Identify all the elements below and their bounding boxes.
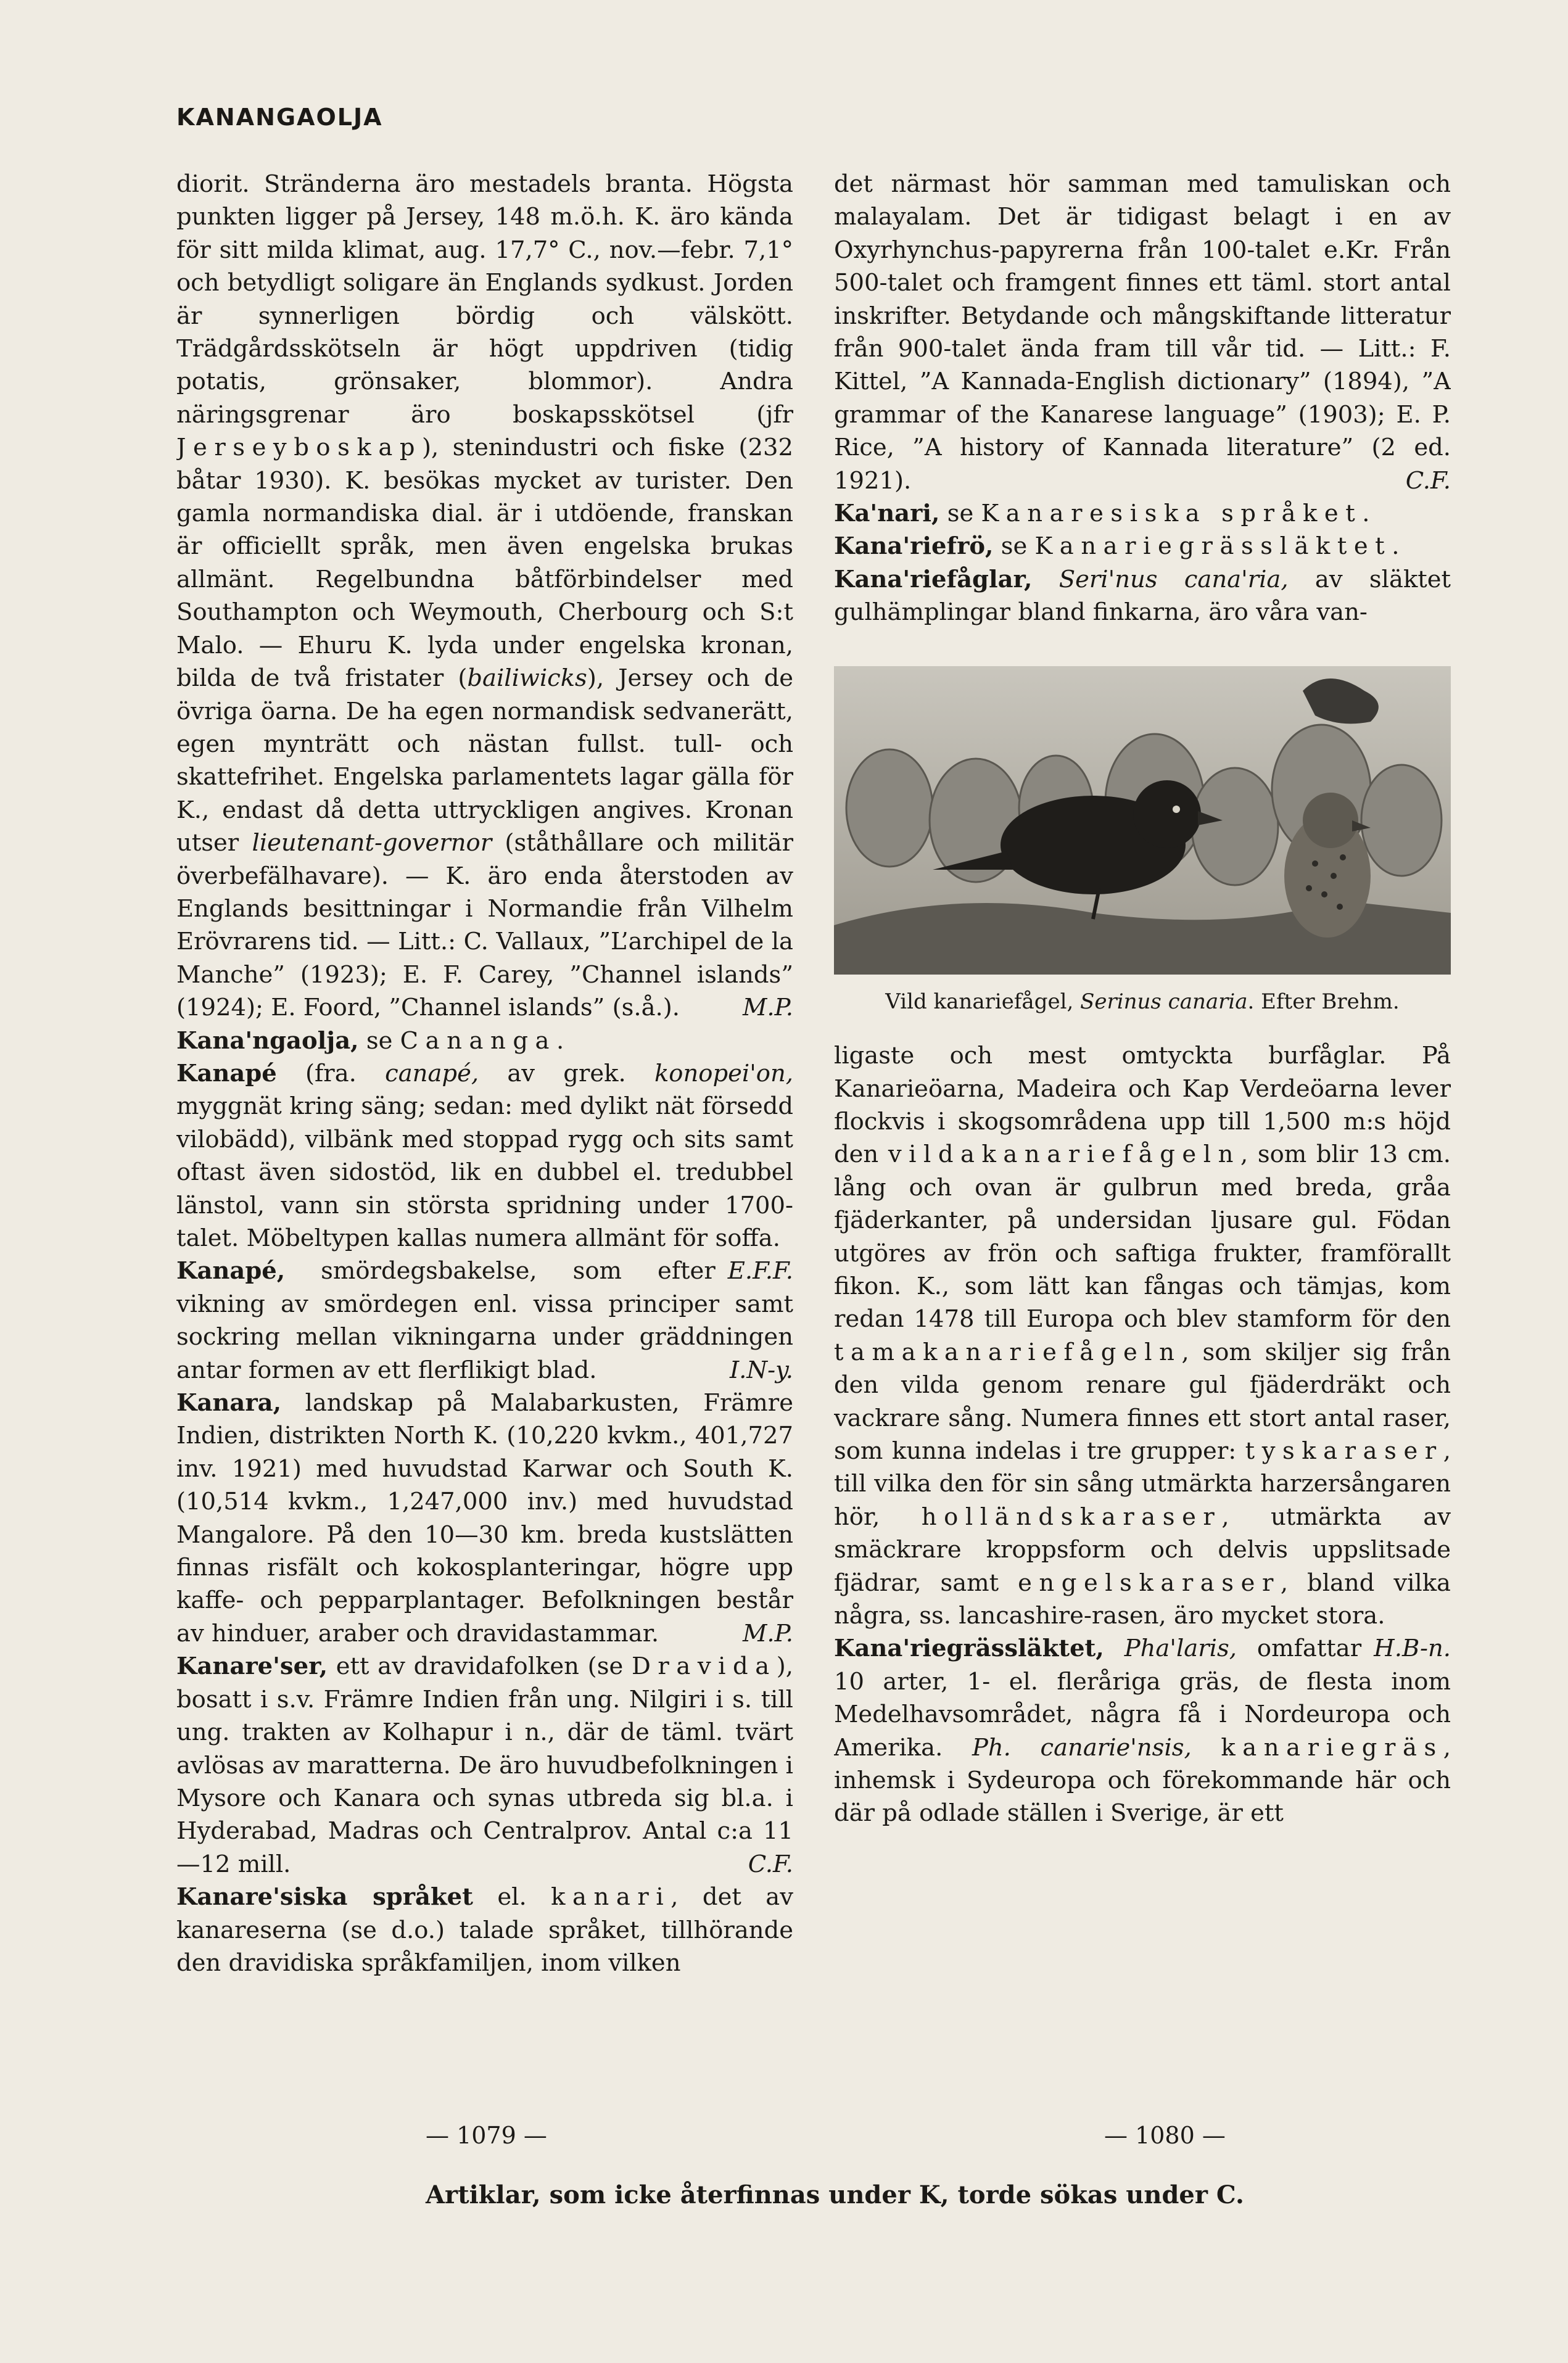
kanariefaglar-continuation: ligaste och mest omtyckta burfåglar. På Kanarieöarna, Madeira och Kap Verdeöarna lever flockvis i skogsområdena upp till 1,500 m:s höjd den vildakanariefågeln, som blir 13 cm. lång och ovan är gulbrun med breda, gråa fjäderkanter, på undersidan ljusare gul. Födan utgöres av frön och saftiga frukter, framförallt fikon. K., som lätt kan fångas och tämjas, kom redan 1478 till Europa och blev stamform för den tamakanariefågeln, som skiljer sig från den vilda genom renare gul fjäderdräkt och vackrare sång. Numera finnes ett stort antal raser, som kunna indelas i tre grupper: tyskaraser, till vilka den för sin sång utmärkta harzersångaren hör, holländskaraser, utmärkta av smäckrare kroppsform och delvis uppslitsade fjädrar, samt engelskaraser, bland vilka några, ss. lancashire-rasen, äro mycket stora. H.B-n.: [834, 1039, 1451, 1632]
signature: H.B-n.: [1374, 1635, 1451, 1663]
headword: Kanapé: [176, 1059, 277, 1087]
entry-kanape-furniture: Kanapé (fra. canapé, av grek. konopei'on, myggnät kring säng; sedan: med dylikt nät försedd vilobädd), vilbänk med stoppad rygg och sits samt oftast även sidostöd, lik en dubbel el. tredubbel länstol, vann sin största spridning under 1700-talet. Möbeltypen kallas numera allmänt för soffa. E.F.F.: [176, 1057, 793, 1255]
headword: Kanare'siska språket: [176, 1883, 473, 1911]
headword: Kanara,: [176, 1389, 281, 1417]
headword: Kana'riefåglar,: [834, 565, 1033, 593]
headword: Ka'nari,: [834, 500, 940, 528]
headword: Kana'riegrässläktet,: [834, 1635, 1104, 1663]
figure-caption: Vild kanariefågel, Serinus canaria. Efter Brehm.: [885, 989, 1400, 1014]
signature: M.P.: [742, 1619, 793, 1648]
canary-illustration: [834, 666, 1451, 1018]
entry-kanariegrassslaktet: Kana'riegrässläktet, Pha'laris, omfattar 10 arter, 1- el. fleråriga gräs, de flesta inom Medelhavsområdet, några få i Nordeuropa och Amerika. Ph. canarie'nsis, kanariegräs, inhemsk i Sydeuropa och förekommande här och där på odlade ställen i Sverige, är ett: [834, 1635, 1451, 1828]
headword: Kanapé,: [176, 1257, 286, 1285]
right-column: [834, 168, 1451, 2120]
page-number-right: — 1080 —: [1104, 2122, 1226, 2149]
kanaresiska-continuation: det närmast hör samman med tamuliskan och malayalam. Det är tidigast belagt i en av Oxyrhynchus-papyrerna från 100-talet e.Kr. Från 500-talet och framgent finnes ett täml. stort antal inskrifter. Betydande och mångskiftande litteratur från 900-talet ända fram till vår tid. — Litt.: F. Kittel, ”A Kannada-English dictionary” (1894), ”A grammar of the Kanarese language” (1903); E. P. Rice, ”A history of Kannada literature” (2 ed. 1921). C.F.: [834, 168, 1451, 497]
signature: M.P.: [742, 994, 793, 1022]
entry-kanaresiska-spraket: Kanare'siska språket el. kanari, det av kanareserna (se d.o.) talade språket, tillhörande den dravidiska språkfamiljen, inom vilken: [176, 1883, 793, 1977]
entry-kanara: Kanara, landskap på Malabarkusten, Främre Indien, distrikten North K. (10,220 kvkm., 401,727 inv. 1921) med huvudstad Karwar och South K. (10,514 kvkm., 1,247,000 inv.) med huvudstad Mangalore. På den 10—30 km. breda kustslätten finnas risfält och kokosplanteringar, högre upp kaffe- och pepparplantager. Befolkningen består av hinduer, araber och dravidastammar. M.P.: [176, 1387, 793, 1650]
jersey-continuation: diorit. Stränderna äro mestadels branta. Högsta punkten ligger på Jersey, 148 m.ö.h. K. äro kända för sitt milda klimat, aug. 17,7° C., nov.—febr. 7,1° och betydligt soligare än Englands sydkust. Jorden är synnerligen bördig och välskött. Trädgårdsskötseln är högt uppdriven (tidig potatis, grönsaker, blommor). Andra näringsgrenar äro boskapsskötsel (jfr Jerseyboskap), stenindustri och fiske (232 båtar 1930). K. besökas mycket av turister. Den gamla normandiska dial. är i utdöende, franskan är officiellt språk, men även engelska brukas allmänt. Regelbundna båtförbindelser med Southampton och Weymouth, Cherbourg och S:t Malo. — Ehuru K. lyda under engelska kronan, bilda de två fristater (bailiwicks), Jersey och de övriga öarna. De ha egen normandisk sedvanerätt, egen mynträtt och nästan fullst. tull- och skattefrihet. Engelska parlamentets lagar gälla för K., endast då detta uttryckligen angives. Kronan utser lieutenant-governor (ståthållare och militär överbefälhavare). — K. äro enda återstoden av Englands besittningar i Normandie från Vilhelm Erövrarens tid. — Litt.: C. Vallaux, ”L’archipel de la Manche” (1923); E. F. Carey, ”Channel islands” (1924); E. Foord, ”Channel islands” (s.å.). M.P.: [176, 168, 793, 1025]
signature: E.F.F.: [727, 1257, 793, 1285]
page-number-left: — 1079 —: [426, 2122, 547, 2149]
headword: Kana'ngaolja,: [176, 1026, 359, 1055]
headword: Kanare'ser,: [176, 1652, 328, 1681]
entry-kanariefro: Kana'riefrö, se Kanariegrässläktet.: [834, 532, 1400, 561]
entry-kanangaolja: Kana'ngaolja, se Cananga.: [176, 1026, 564, 1055]
left-column: [176, 168, 793, 2120]
entry-kanariefaglar: Kana'riefåglar, Seri'nus cana'ria, av släktet gulhämplingar bland finkarna, äro våra van-: [834, 565, 1451, 627]
signature: I.N-y.: [729, 1356, 793, 1384]
entry-kanareser: Kanare'ser, ett av dravidafolken (se Dravida), bosatt i s.v. Främre Indien från ung. Nilgiri i s. till ung. trakten av Kolhapur i n., där de täml. tvärt avlösas av maratterna. De äro huvudbefolkningen i Mysore och Kanara och synas utbreda sig bl.a. i Hyderabad, Madras och Centralprov. Antal c:a 11—12 mill. C.F.: [176, 1650, 793, 1881]
signature: C.F.: [1405, 466, 1451, 495]
footer-note: Artiklar, som icke återfinnas under K, torde sökas under C.: [426, 2180, 1244, 2209]
entry-kanari: Ka'nari, se Kanaresiska språket.: [834, 500, 1370, 528]
signature: C.F.: [748, 1850, 793, 1878]
running-head: KANANGAOLJA: [176, 104, 383, 131]
entry-kanape-pastry: Kanapé, smördegsbakelse, som efter vikning av smördegen enl. vissa principer samt sockring mellan vikningarna under gräddningen antar formen av ett flerflikigt blad. I.N-y.: [176, 1255, 793, 1387]
headword: Kana'riefrö,: [834, 532, 994, 561]
canary-photo: [834, 666, 1451, 975]
